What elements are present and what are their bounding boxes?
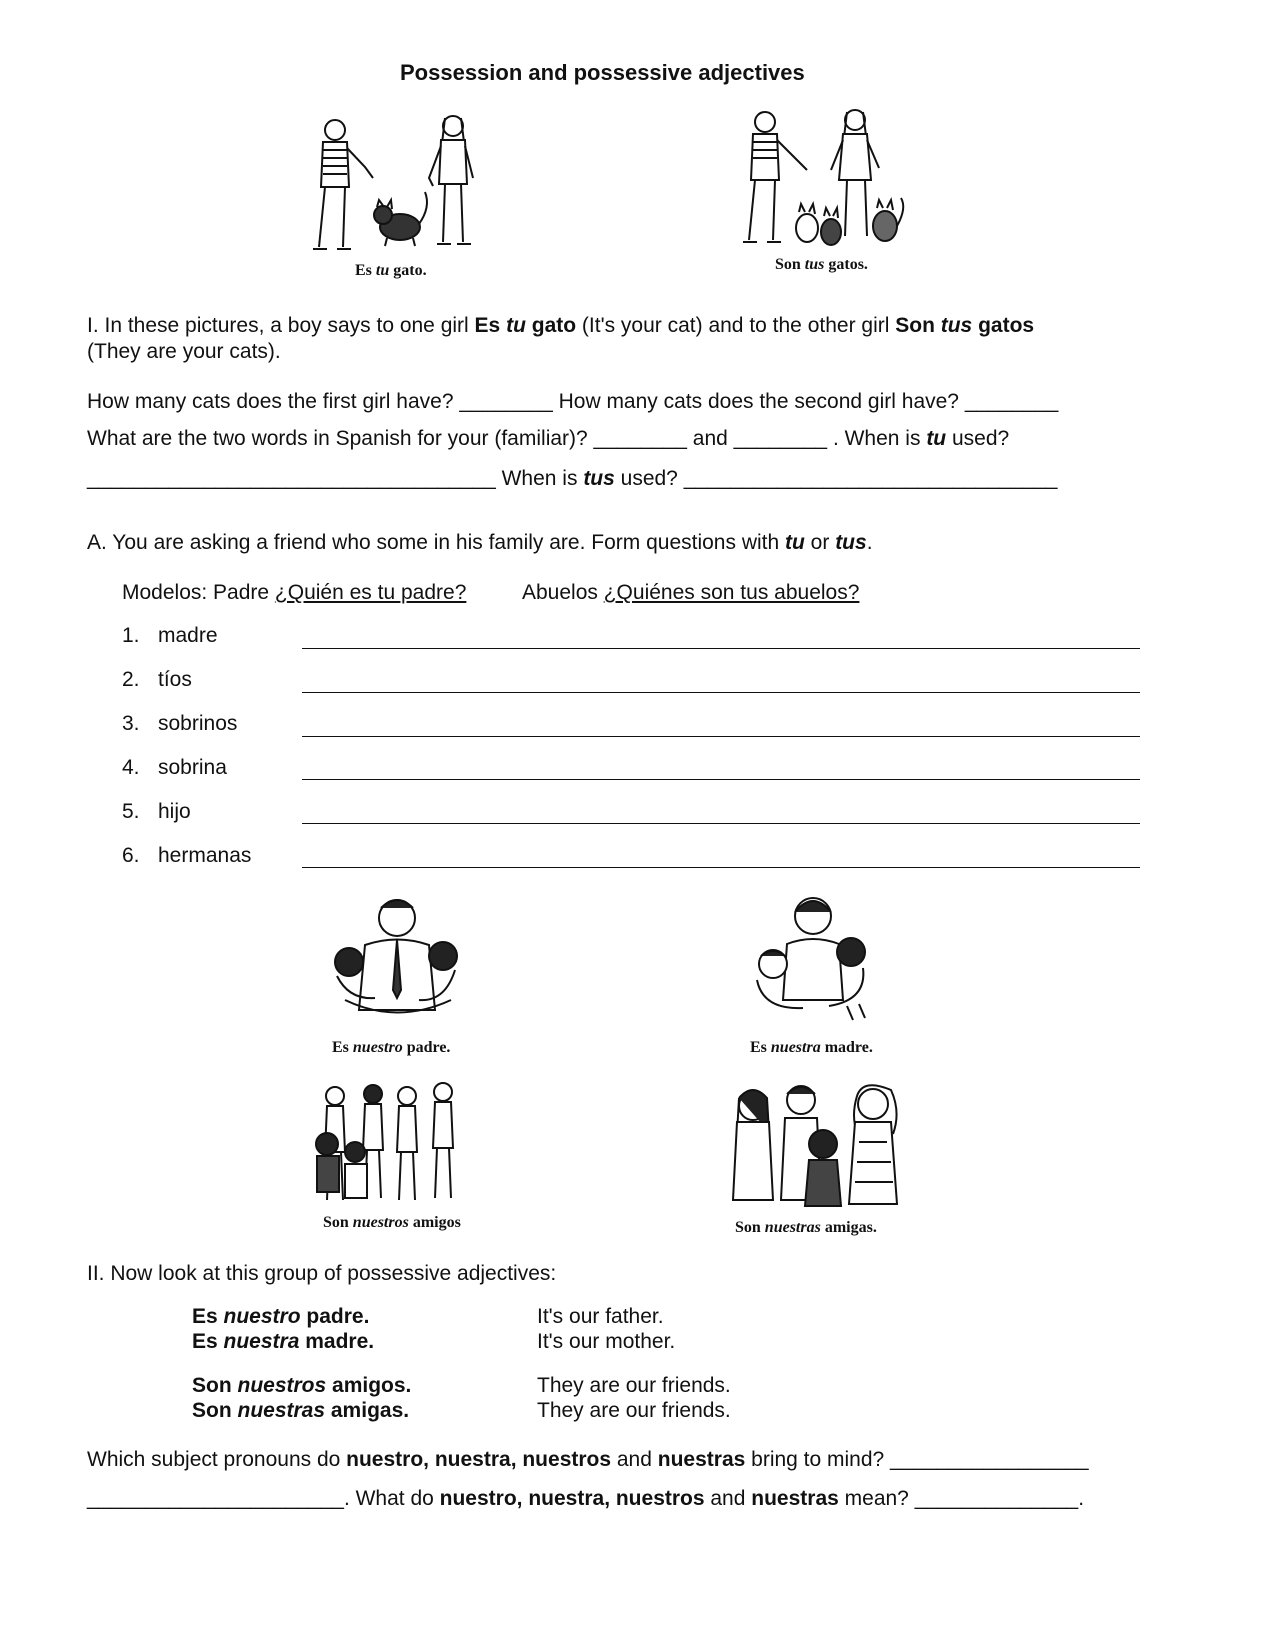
caption-es-nuestro-padre: Es nuestro padre. (332, 1039, 451, 1056)
question-meaning: ______________________. What do nuestro, nuestra, nuestros and nuestras mean? ______________. (87, 1487, 1085, 1510)
page-title: Possession and possessive adjectives (400, 60, 805, 85)
item-num: 1. (122, 624, 140, 647)
section1-paragraph-line2: (They are your cats). (87, 340, 281, 363)
answer-line[interactable] (302, 779, 1140, 780)
item-word: sobrinos (158, 712, 238, 735)
item-word: hijo (158, 800, 191, 823)
caption-son-tus-gatos: Son tus gatos. (775, 256, 868, 273)
item-word: hermanas (158, 844, 252, 867)
answer-line[interactable] (302, 736, 1140, 737)
illustration-amigos (315, 1082, 485, 1207)
modelos-line: Modelos: Padre ¿Quién es tu padre? (122, 581, 467, 604)
sectionA-intro: A. You are asking a friend who some in his family are. Form questions with tu or tus. (87, 531, 873, 554)
item-num: 5. (122, 800, 140, 823)
example-es-row: Son nuestros amigos. (192, 1374, 412, 1397)
answer-line[interactable] (302, 823, 1140, 824)
item-word: madre (158, 624, 218, 647)
example-es-row: Son nuestras amigas. (192, 1399, 410, 1422)
caption-son-nuestros-amigos: Son nuestros amigos (323, 1214, 461, 1231)
illustration-many-cats (735, 108, 915, 253)
item-num: 6. (122, 844, 140, 867)
example-es-row: Es nuestro padre. (192, 1305, 370, 1328)
caption-es-nuestra-madre: Es nuestra madre. (750, 1039, 873, 1056)
example-en-row: They are our friends. (537, 1374, 731, 1397)
item-word: sobrina (158, 756, 227, 779)
illustration-padre (325, 890, 470, 1030)
example-en-row: They are our friends. (537, 1399, 731, 1422)
answer-line[interactable] (302, 648, 1140, 649)
caption-son-nuestras-amigas: Son nuestras amigas. (735, 1219, 877, 1236)
example-en-row: It's our mother. (537, 1330, 676, 1353)
caption-es-tu-gato: Es tu gato. (355, 262, 427, 279)
question-subject-pronouns: Which subject pronouns do nuestro, nuestra, nuestros and nuestras bring to mind? _________________ (87, 1448, 1089, 1471)
item-num: 3. (122, 712, 140, 735)
answer-line[interactable] (302, 692, 1140, 693)
example-en-row: It's our father. (537, 1305, 664, 1328)
illustration-one-cat (305, 112, 495, 262)
answer-line[interactable] (302, 867, 1140, 868)
question-cat-count: How many cats does the first girl have? ________ How many cats does the second girl have? ________ (87, 390, 1059, 413)
example-es-row: Es nuestra madre. (192, 1330, 375, 1353)
question-when-tus: ___________________________________ When is tus used? ________________________________ (87, 467, 1058, 490)
question-two-words: What are the two words in Spanish for your (familiar)? ________ and ________ . When is tu used? (87, 427, 1010, 450)
item-num: 2. (122, 668, 140, 691)
illustration-madre (743, 890, 883, 1030)
item-num: 4. (122, 756, 140, 779)
section1-paragraph: I. In these pictures, a boy says to one girl Es tu gato (It's your cat) and to the other girl Son tus gatos (87, 314, 1035, 337)
modelos-line-2: Abuelos ¿Quiénes son tus abuelos? (522, 581, 860, 604)
section2-intro: II. Now look at this group of possessive adjectives: (87, 1262, 557, 1285)
illustration-amigas (725, 1082, 905, 1212)
item-word: tíos (158, 668, 192, 691)
